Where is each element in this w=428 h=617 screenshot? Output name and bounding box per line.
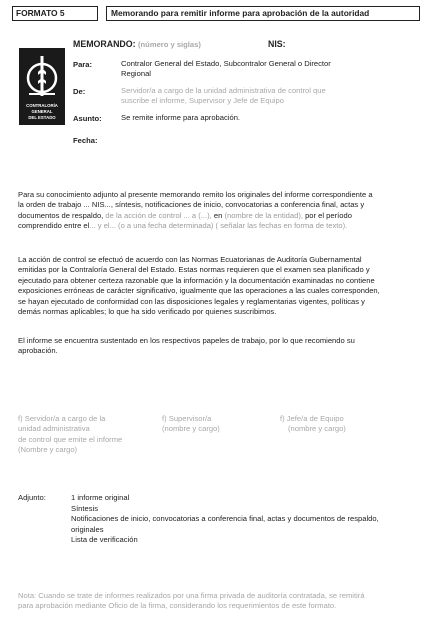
signature-supervisor (162, 414, 220, 435)
paragraph-3 (18, 336, 418, 357)
signature-jefe (280, 414, 346, 435)
para-value-line-2: Regional (121, 69, 151, 79)
adjunto-item-1: 1 informe original (71, 493, 130, 502)
de-value-line-1: Servidor/a a cargo de la unidad administrativa de control que (121, 86, 326, 95)
p2-line-4: exposiciones erróneas de carácter significativo, igualmente que las operaciones a las cuales corresponden, (18, 286, 380, 296)
p1-line-4 (18, 221, 418, 231)
document-title: Memorando para remitir informe para aprobación de la autoridad (106, 6, 420, 21)
memorando-field (73, 39, 201, 49)
de-value (121, 86, 326, 107)
paragraph-1 (18, 190, 418, 232)
p1-hint: (...), (196, 210, 212, 220)
sig1-line-3: de control que emite el informe (18, 434, 123, 444)
adjunto-list (71, 493, 379, 546)
p1-hint: de la acción de control ... a (103, 210, 197, 220)
logo-text-2: GENERAL (31, 109, 53, 114)
signature-servidor (18, 414, 122, 456)
p1-hint: (nombre de la entidad), (222, 210, 303, 220)
p3-line-1: El informe se encuentra sustentado en los respectivos papeles de trabajo, por lo que recomiendo su (18, 336, 355, 345)
p1-line-2: la orden de trabajo ... NIS..., síntesis, notificaciones de inicio, convocatorias a conferencia final, actas y (18, 200, 365, 210)
p2-line-1: La acción de control se efectuó de acuerdo con las Normas Ecuatorianas de Auditoría Gubernamental (18, 255, 362, 264)
adjunto-item-4: Lista de verificación (71, 535, 138, 545)
nis-label: NIS: (268, 39, 286, 49)
logo-text-3: DEL ESTADO (28, 115, 56, 120)
sig2-line-2: (nombre y cargo) (162, 424, 220, 434)
footer-note (18, 591, 420, 612)
p2-line-6: demás normas aplicables; lo que ha sido verificado por quienes suscribimos. (18, 307, 277, 317)
para-value (121, 59, 331, 80)
p1-hint: ... (o a una fecha determinada) ( señalar las fechas en forma de texto). (109, 221, 348, 231)
p2-line-2: emitidas por la Contraloría General del Estado. Estas normas requieren que el examen sea planificado y (18, 265, 370, 275)
note-line-2: para aprobación mediante Oficio de la firma, considerando los requerimientos de este formato. (18, 601, 337, 611)
de-label: De: (73, 87, 86, 96)
note-line-1: Nota: Cuando se trate de informes realizados por una firma privada de auditoría contratada, se remitirá (18, 591, 365, 600)
p1-text: en (211, 210, 223, 220)
logo-text-1: CONTRALORÍA (26, 103, 58, 108)
sig3-line-1: f) Jefe/a de Equipo (280, 414, 344, 423)
memorando-label: MEMORANDO: (73, 39, 136, 49)
sig1-line-2: unidad administrativa (18, 424, 90, 434)
p1-hint: ... y el (89, 221, 110, 231)
p1-text: comprendido entre el (18, 221, 90, 231)
formato-label: FORMATO 5 (12, 6, 98, 21)
para-value-line-1: Contralor General del Estado, Subcontralor General o Director (121, 59, 331, 68)
adjunto-item-3: Notificaciones de inicio, convocatorias a conferencia final, actas y documentos de respaldo, (71, 514, 379, 524)
de-value-line-2: suscribe el informe, Supervisor y Jefe de Equipo (121, 96, 284, 106)
p3-line-2: aprobación. (18, 346, 58, 356)
adjunto-item-3-cont: originales (71, 524, 104, 534)
p1-text: por el período (302, 210, 352, 220)
sig2-line-1: f) Supervisor/a (162, 414, 212, 423)
adjunto-label: Adjunto: (18, 493, 46, 502)
sig3-line-2: (nombre y cargo) (288, 424, 346, 434)
para-label: Para: (73, 60, 92, 69)
adjunto-item-2: Síntesis (71, 503, 99, 513)
paragraph-2 (18, 255, 418, 317)
asunto-value: Se remite informe para aprobación. (121, 113, 241, 122)
p1-text: documentos de respaldo, (18, 210, 104, 220)
sig1-line-4: (Nombre y cargo) (18, 445, 78, 455)
contraloria-seal-icon (19, 48, 65, 125)
sig1-line-1: f) Servidor/a a cargo de la (18, 414, 106, 423)
p2-line-3: ejecutado para obtener certeza razonable que la información y la documentación examinadas no contiene (18, 275, 375, 285)
p1-line-3 (18, 211, 418, 221)
p2-line-5: se hayan ejecutado de conformidad con las disposiciones legales y reglamentarias vigentes, políticas y (18, 296, 365, 306)
memorando-hint: (número y siglas) (138, 40, 201, 49)
p1-line-1: Para su conocimiento adjunto al presente memorando remito los originales del informe correspondiente a (18, 190, 373, 199)
seal-emblem-icon (19, 48, 65, 104)
asunto-label: Asunto: (73, 114, 102, 123)
fecha-label: Fecha: (73, 136, 98, 145)
